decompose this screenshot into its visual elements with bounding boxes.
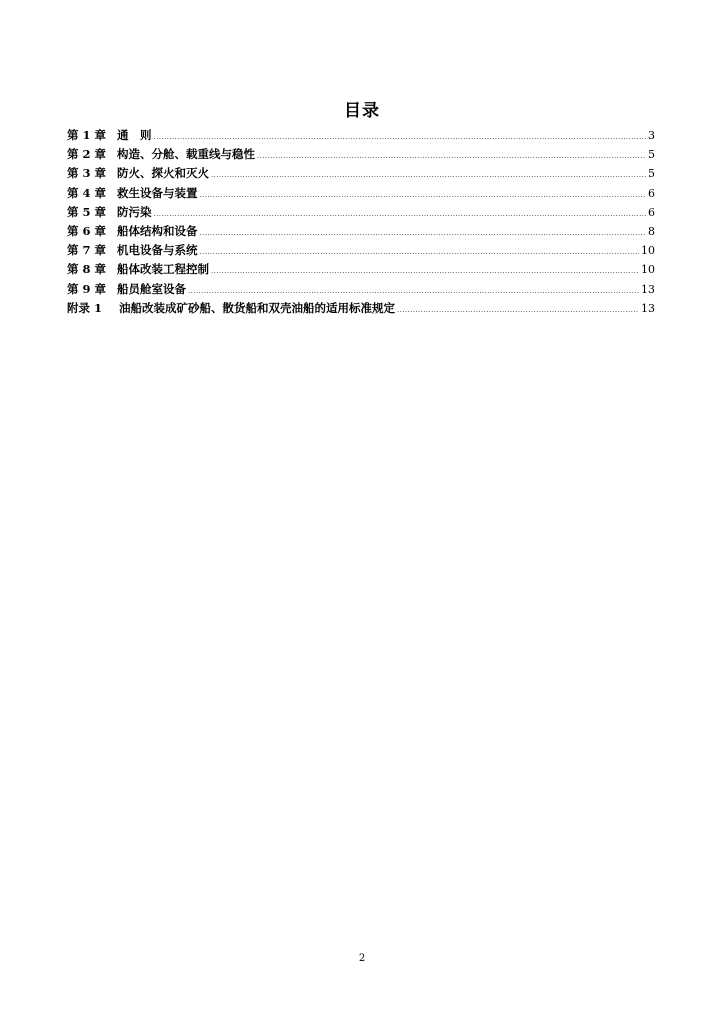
toc-entry-page: 10 bbox=[641, 244, 655, 258]
dot-leader bbox=[397, 306, 639, 314]
toc-entry-label: 防火、探火和灭火 bbox=[117, 166, 209, 181]
toc-entry-label: 通 则 bbox=[117, 128, 152, 142]
toc-entry-number: 第 5 章 bbox=[67, 204, 107, 219]
dot-leader bbox=[154, 210, 647, 218]
dot-leader bbox=[200, 229, 647, 237]
toc-entry-page: 13 bbox=[641, 301, 655, 315]
toc-entry-number: 第 6 章 bbox=[67, 223, 107, 238]
toc-entry-chapter-4[interactable] bbox=[67, 185, 655, 204]
toc-entry-number: 附录 1 bbox=[67, 300, 103, 315]
dot-leader bbox=[154, 133, 647, 141]
toc-entry-label: 防污染 bbox=[117, 204, 152, 219]
toc-entry-page: 5 bbox=[648, 148, 655, 162]
toc-entry-page: 13 bbox=[641, 282, 655, 296]
toc-entry-label: 机电设备与系统 bbox=[117, 243, 198, 258]
dot-leader bbox=[200, 248, 640, 256]
toc-entry-appendix-1[interactable] bbox=[67, 300, 655, 319]
dot-leader bbox=[200, 191, 647, 199]
toc-title: 目录 bbox=[344, 101, 380, 121]
toc-entry-page: 3 bbox=[648, 129, 655, 142]
toc-entry-label: 船体结构和设备 bbox=[117, 223, 198, 238]
dot-leader bbox=[211, 171, 646, 179]
toc-entry-label: 构造、分舱、载重线与稳性 bbox=[117, 147, 255, 162]
dot-leader bbox=[211, 267, 639, 275]
table-of-contents bbox=[67, 127, 655, 319]
toc-entry-chapter-9[interactable] bbox=[67, 281, 655, 300]
dot-leader bbox=[257, 152, 646, 160]
toc-entry-chapter-3[interactable] bbox=[67, 165, 655, 184]
toc-entry-label: 船体改装工程控制 bbox=[117, 262, 209, 277]
toc-entry-number: 第 9 章 bbox=[67, 281, 107, 296]
toc-entry-chapter-7[interactable] bbox=[67, 242, 655, 261]
toc-entry-label: 船员舱室设备 bbox=[117, 281, 186, 296]
toc-entry-page: 6 bbox=[648, 186, 655, 200]
toc-entry-label: 救生设备与装置 bbox=[117, 185, 198, 200]
toc-entry-chapter-2[interactable] bbox=[67, 146, 655, 165]
toc-entry-number: 第 3 章 bbox=[67, 166, 107, 181]
toc-entry-number: 第 7 章 bbox=[67, 243, 107, 258]
toc-entry-chapter-8[interactable] bbox=[67, 261, 655, 280]
toc-entry-number: 第 4 章 bbox=[67, 185, 107, 200]
toc-entry-chapter-5[interactable] bbox=[67, 204, 655, 223]
toc-entry-chapter-1[interactable] bbox=[67, 127, 655, 146]
toc-entry-chapter-6[interactable] bbox=[67, 223, 655, 242]
toc-entry-page: 8 bbox=[648, 224, 655, 238]
dot-leader bbox=[188, 287, 639, 295]
toc-entry-page: 10 bbox=[641, 263, 655, 277]
toc-entry-number: 第 8 章 bbox=[67, 262, 107, 277]
toc-entry-label: 油船改装成矿砂船、散货船和双壳油船的适用标准规定 bbox=[119, 300, 395, 315]
toc-entry-page: 6 bbox=[648, 205, 655, 219]
page-number: 2 bbox=[358, 953, 366, 964]
toc-entry-number: 第 2 章 bbox=[67, 147, 107, 162]
toc-entry-number: 第 1 章 bbox=[67, 128, 107, 142]
toc-entry-page: 5 bbox=[648, 167, 655, 181]
